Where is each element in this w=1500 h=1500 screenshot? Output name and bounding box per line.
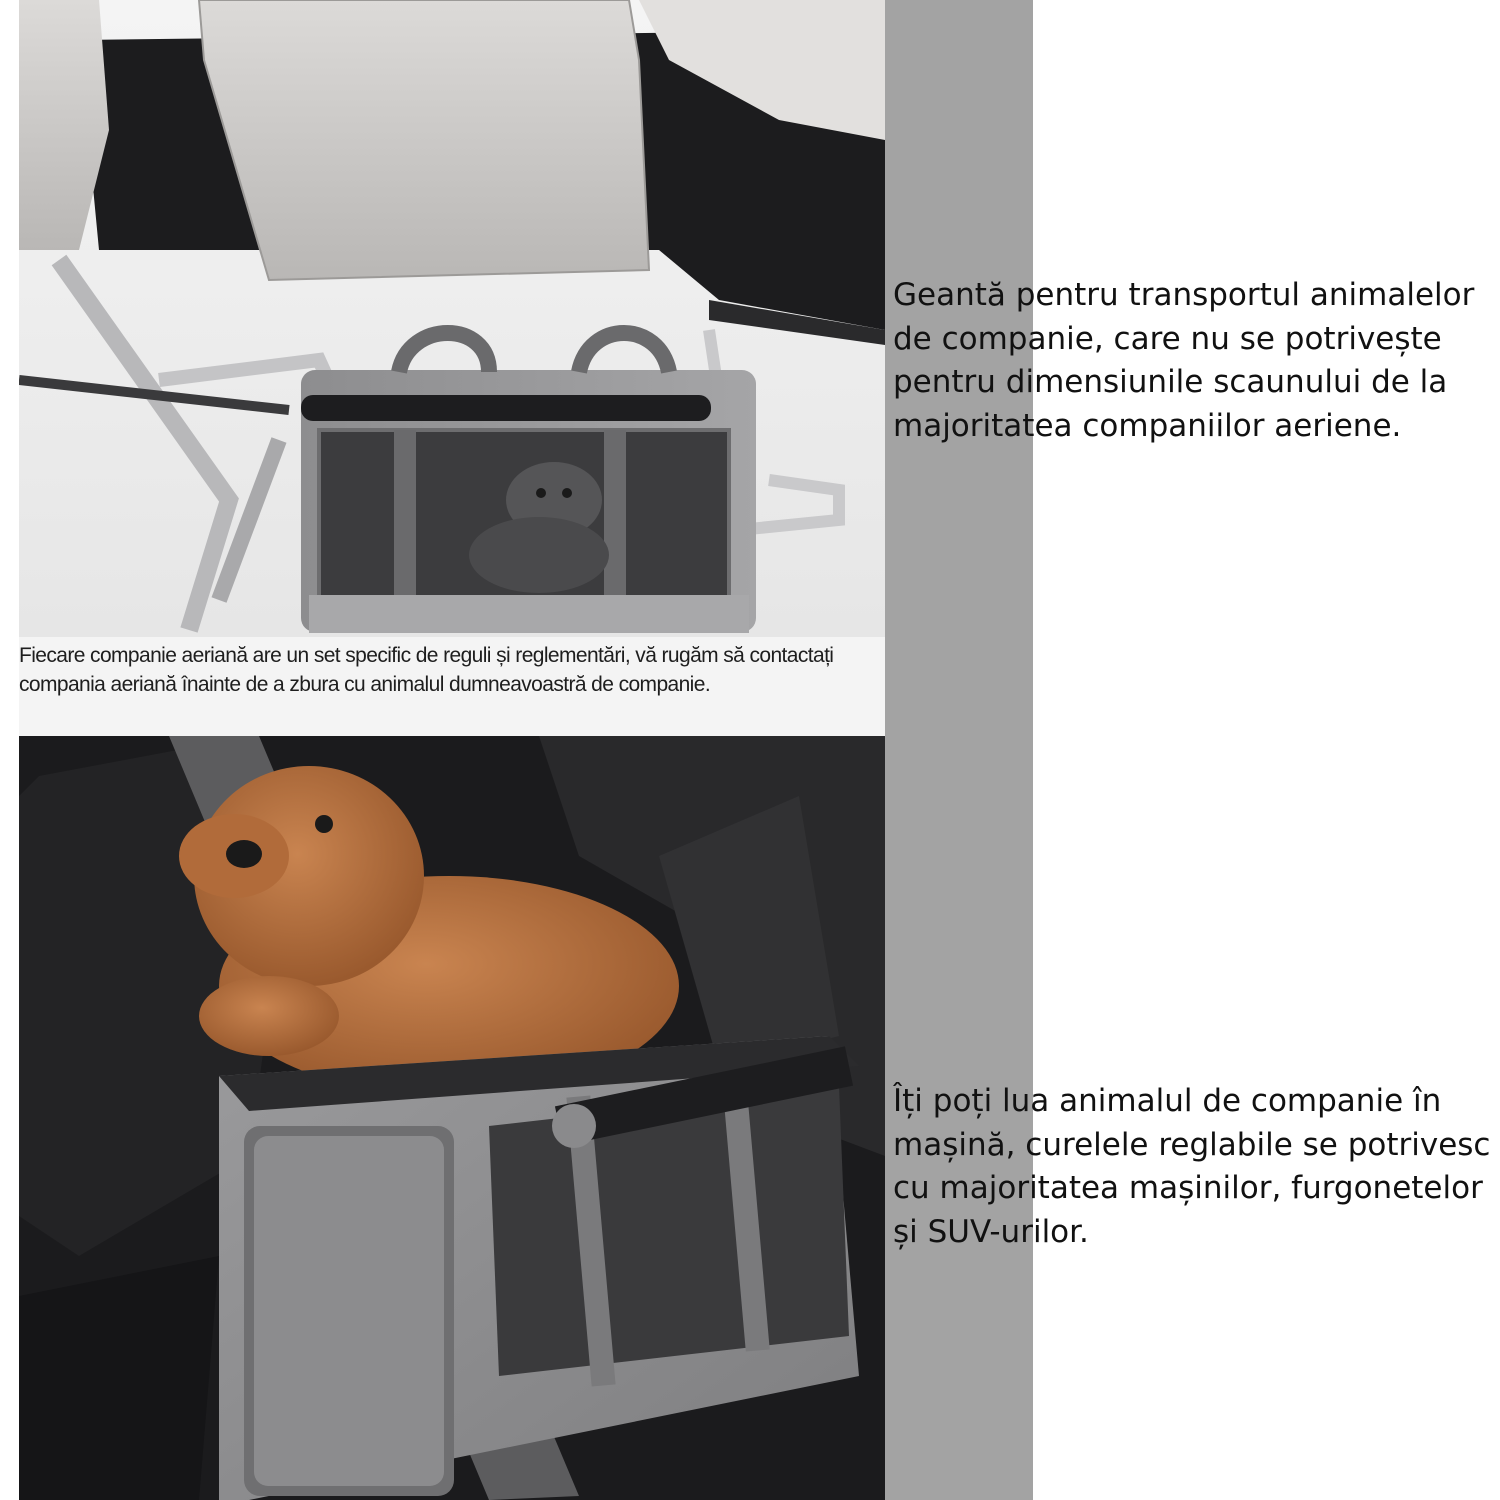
airline-disclaimer-caption: [19, 637, 885, 736]
airplane-seat-photo: [19, 0, 885, 637]
car-fit-description: Îți poți lua animalul de companie în mașină, curelele reglabile se potrivesc cu majoritatea mașinilor, furgonetelor și SUV-urilor.: [893, 1083, 1491, 1250]
grey-vertical-band: [885, 0, 1033, 1500]
airline-fit-description: Geantă pentru transportul animalelor de companie, care nu se potrivește pentru dimensiunile scaunului de la majoritatea companiilor aeriene.: [893, 277, 1475, 444]
car-seat-photo: [19, 736, 885, 1500]
right-background: [1033, 0, 1500, 1500]
caption-text: Fiecare companie aeriană are un set specific de reguli și reglementări, vă rugăm să contactați compania aeriană înainte de a zbura cu animalul dumneavoastră de companie.: [19, 644, 834, 696]
